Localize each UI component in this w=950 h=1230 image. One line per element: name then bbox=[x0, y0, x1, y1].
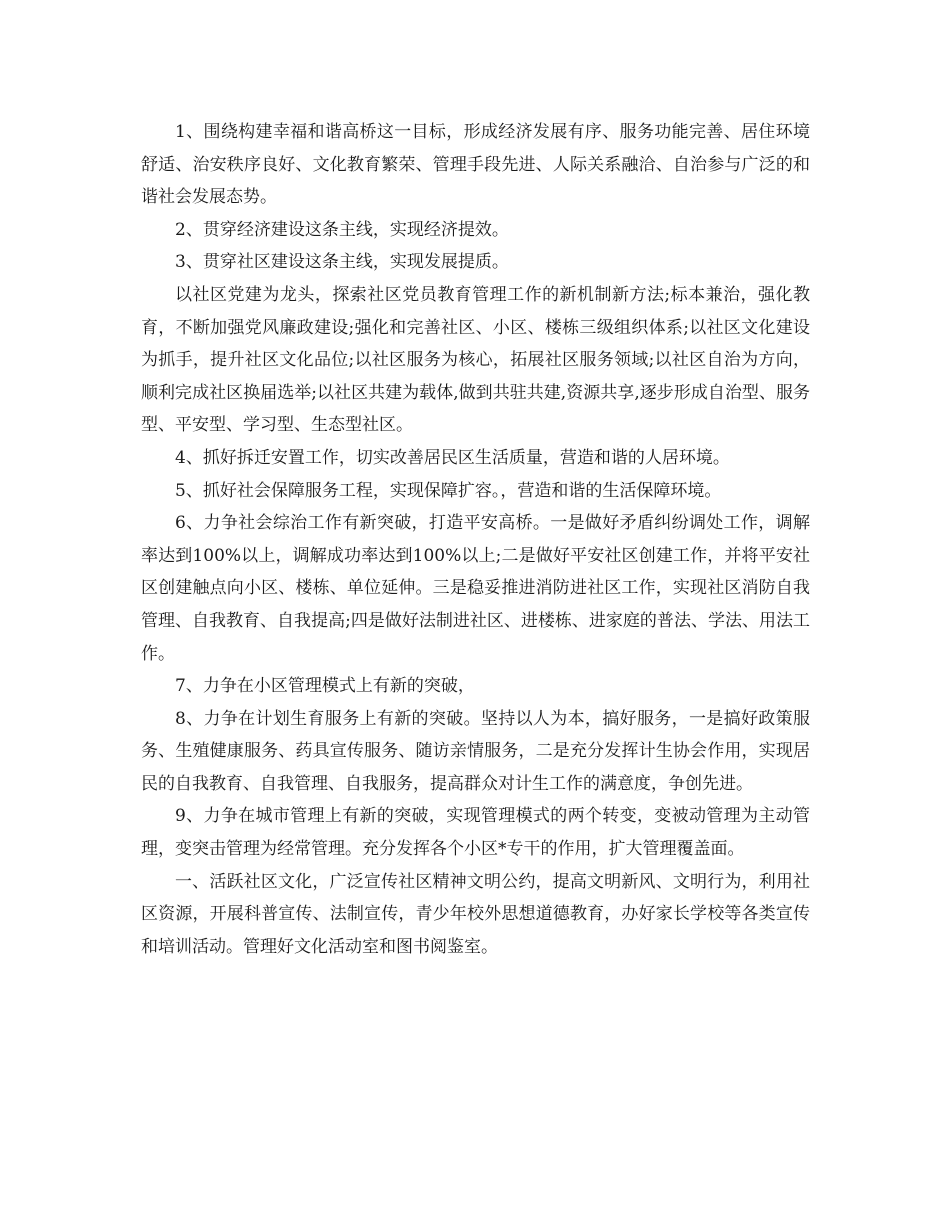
paragraph-community-building: 3、贯穿社区建设这条主线，实现发展提质。 bbox=[175, 252, 509, 273]
paragraph-public-safety: 6、力争社会综治工作有新突破，打造平安高桥。一是做好矛盾纠纷调处工作，调解率达到100%以上，调解成功率达到100%以上;二是做好平安社区创建工作，并将平安社区创建触点向小区、楼栋、单位延伸。三是稳妥推进消防进社区工作，实现社区消防自我管理、自我教育、自我提高;四是做好法制进社区、进楼栋、进家庭的普法、学法、用法工作。 bbox=[141, 513, 810, 664]
paragraph-community-culture: 一、活跃社区文化，广泛宣传社区精神文明公约，提高文明新风、文明行为，利用社区资源，开展科普宣传、法制宣传，青少年校外思想道德教育，办好家长学校等各类宣传和培训活动。管理好文化活动室和图书阅鉴室。 bbox=[141, 871, 810, 957]
paragraph-residential-management: 7、力争在小区管理模式上有新的突破， bbox=[175, 676, 475, 697]
paragraph-relocation: 4、抓好拆迁安置工作，切实改善居民区生活质量，营造和谐的人居环境。 bbox=[175, 447, 730, 468]
paragraph-goal: 1、围绕构建幸福和谐高桥这一目标，形成经济发展有序、服务功能完善、居住环境舒适、治安秩序良好、文化教育繁荣、管理手段先进、人际关系融洽、自治参与广泛的和谐社会发展态势。 bbox=[141, 122, 810, 208]
paragraph-social-security: 5、抓好社会保障服务工程，实现保障扩容。，营造和谐的生活保障环境。 bbox=[175, 480, 722, 501]
paragraph-party-building: 以社区党建为龙头，探索社区党员教育管理工作的新机制新方法;标本兼治，强化教育，不断加强党风廉政建设;强化和完善社区、小区、楼栋三级组织体系;以社区文化建设为抓手，提升社区文化品位;以社区服务为核心，拓展社区服务领域;以社区自治为方向，顺利完成社区换届选举;以社区共建为载体,做到共驻共建,资源共享,逐步形成自治型、服务型、平安型、学习型、生态型社区。 bbox=[141, 284, 810, 436]
paragraph-family-planning: 8、力争在计划生育服务上有新的突破。坚持以人为本，搞好服务，一是搞好政策服务、生殖健康服务、药具宣传服务、随访亲情服务，二是充分发挥计生协会作用，实现居民的自我教育、自我管理、自我服务，提高群众对计生工作的满意度，争创先进。 bbox=[141, 708, 810, 794]
paragraph-economy: 2、贯穿经济建设这条主线，实现经济提效。 bbox=[175, 219, 509, 240]
paragraph-city-management: 9、力争在城市管理上有新的突破，实现管理模式的两个转变，变被动管理为主动管理，变突击管理为经常管理。充分发挥各个小区*专干的作用，扩大管理覆盖面。 bbox=[141, 806, 810, 860]
